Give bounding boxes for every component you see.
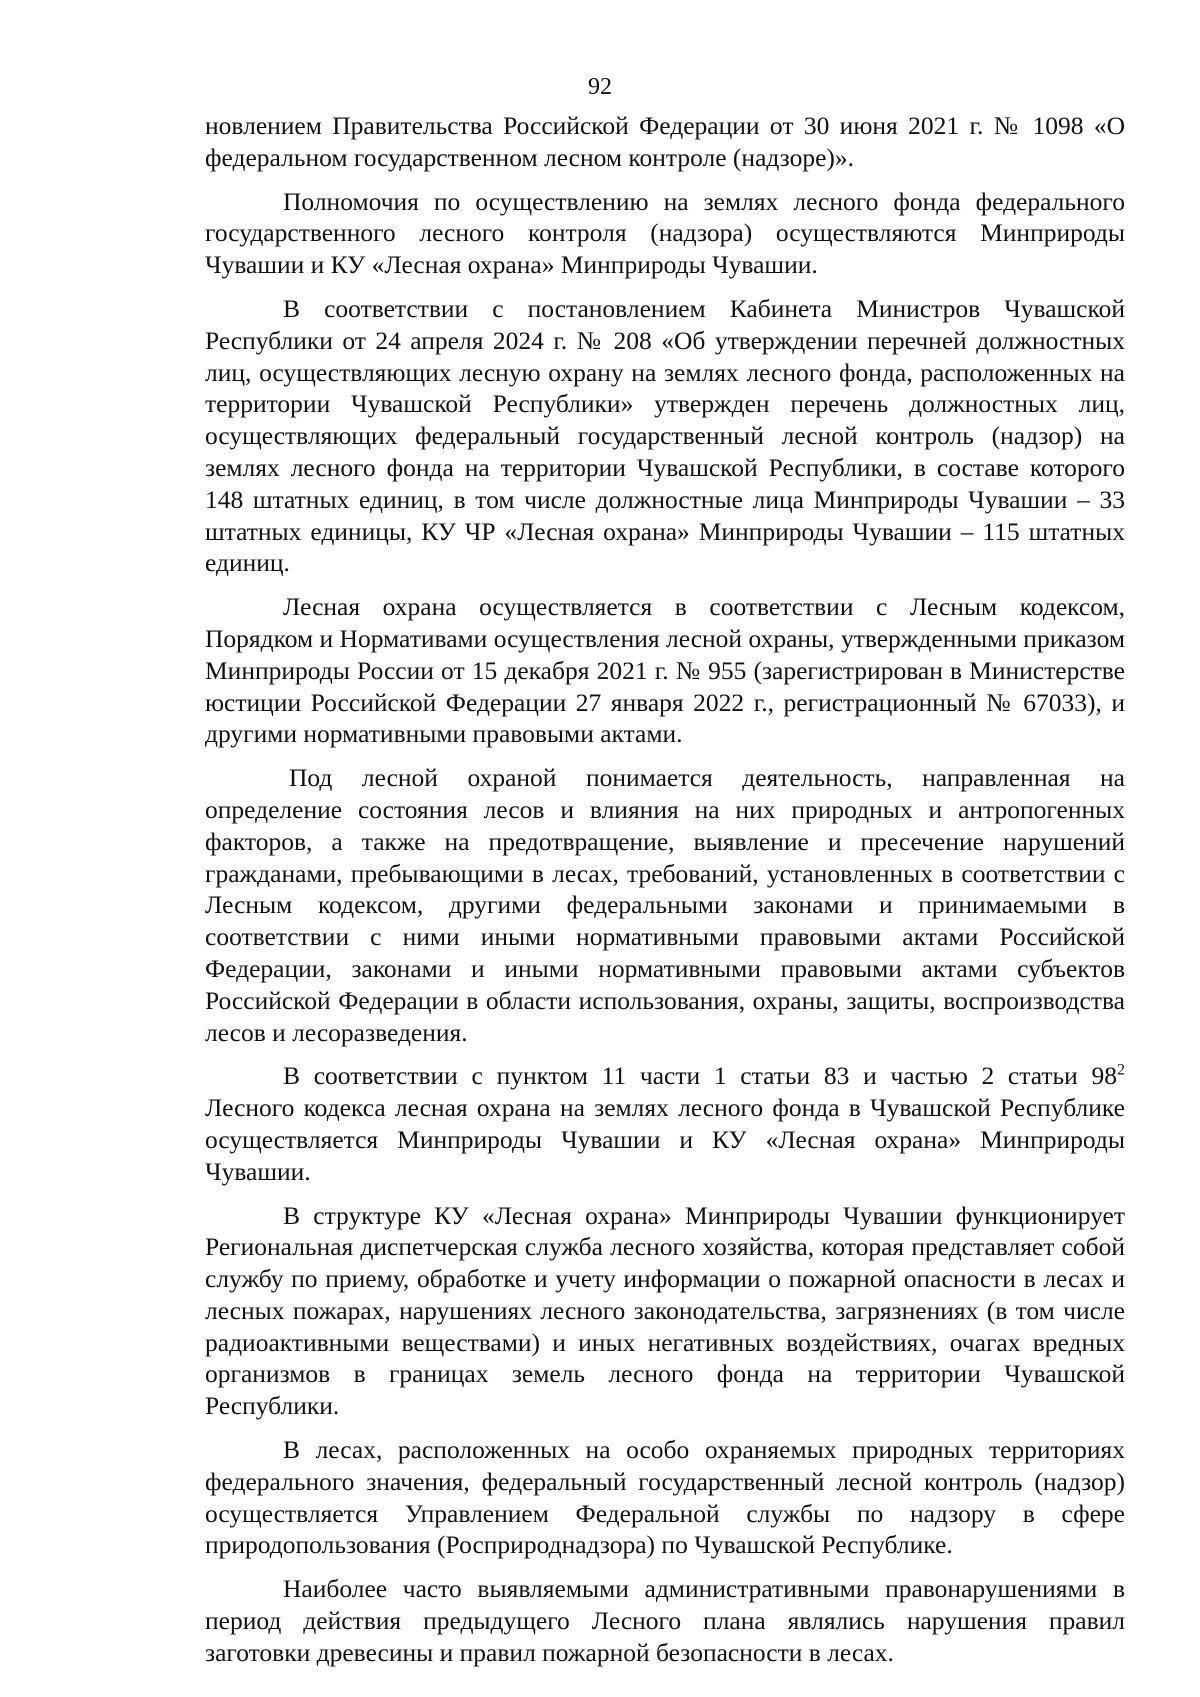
paragraph-definition: Под лесной охраной понимается деятельность, направленная на определение состояния лесов и влияния на них природных и антропогенных факторов, а также на предотвращение, выявление и пресечение нарушений гражданами, пребывающими в лесах, требований, установленных в соответствии с Лесным кодексом, другими федеральными законами и принимаемыми в соответствии с ними иными нормативными правовыми актами Российской Федерации, законами и иными нормативными правовыми актами субъектов Российской Федерации в области использования, охраны, защиты, воспроизводства лесов и лесоразведения. xyxy=(205,763,1125,1047)
page-number: 92 xyxy=(588,74,612,100)
document-body xyxy=(205,110,1125,1681)
paragraph-protected-areas: В лесах, расположенных на особо охраняемых природных территориях федерального значения, федеральный государственный лесной контроль (надзор) осуществляется Управлением Федеральной службы по надзору в сфере природопользования (Росприроднадзора) по Чувашской Республике. xyxy=(205,1435,1125,1560)
paragraph-dispatch-service: В структуре КУ «Лесная охрана» Минприроды Чувашии функционирует Региональная диспетчерская служба лесного хозяйства, которая представляет собой службу по приему, обработке и учету информации о пожарной опасности в лесах и лесных пожарах, нарушениях лесного законодательства, загрязнениях (в том числе радиоактивными веществами) и иных негативных воздействиях, очагах вредных организмов в границах земель лесного фонда на территории Чувашской Республики. xyxy=(205,1200,1125,1421)
forest-code-text-before: В соответствии с пунктом 11 части 1 статьи 83 и частью 2 статьи 98 xyxy=(283,1061,1117,1091)
forest-code-text-after: Лесного кодекса лесная охрана на землях лесного фонда в Чувашской Республике осуществляется Минприроды Чувашии и КУ «Лесная охрана» Минприроды Чувашии. xyxy=(205,1093,1125,1186)
paragraph-forest-protection: Лесная охрана осуществляется в соответствии с Лесным кодексом, Порядком и Нормативами осуществления лесной охраны, утвержденными приказом Минприроды России от 15 декабря 2021 г. № 955 (зарегистрирован в Министерстве юстиции Российской Федерации 27 января 2022 г., регистрационный № 67033), и другими нормативными правовыми актами. xyxy=(205,592,1125,749)
paragraph-violations: Наиболее часто выявляемыми административными правонарушениями в период действия предыдущего Лесного плана являлись нарушения правил заготовки древесины и правил пожарной безопасности в лесах. xyxy=(205,1574,1125,1667)
paragraph-forest-code xyxy=(205,1060,1125,1187)
paragraph-continuation: новлением Правительства Российской Федерации от 30 июня 2021 г. № 1098 «О федеральном государственном лесном контроле (надзоре)». xyxy=(205,111,1125,172)
article-superscript: 2 xyxy=(1117,1061,1125,1079)
paragraph-powers: Полномочия по осуществлению на землях лесного фонда федерального государственного лесного контроля (надзора) осуществляются Минприроды Чувашии и КУ «Лесная охрана» Минприроды Чувашии. xyxy=(205,186,1125,280)
paragraph-cabinet-resolution: В соответствии с постановлением Кабинета Министров Чувашской Республики от 24 апреля 2024 г. № 208 «Об утверждении перечней должностных лиц, осуществляющих лесную охрану на землях лесного фонда, расположенных на территории Чувашской Республики» утвержден перечень должностных лиц, осуществляющих федеральный государственный лесной контроль (надзор) на землях лесного фонда на территории Чувашской Республики, в составе которого 148 штатных единиц, в том числе должностные лица Минприроды Чувашии – 33 штатных единицы, КУ ЧР «Лесная охрана» Минприроды Чувашии – 115 штатных единиц. xyxy=(205,293,1125,578)
